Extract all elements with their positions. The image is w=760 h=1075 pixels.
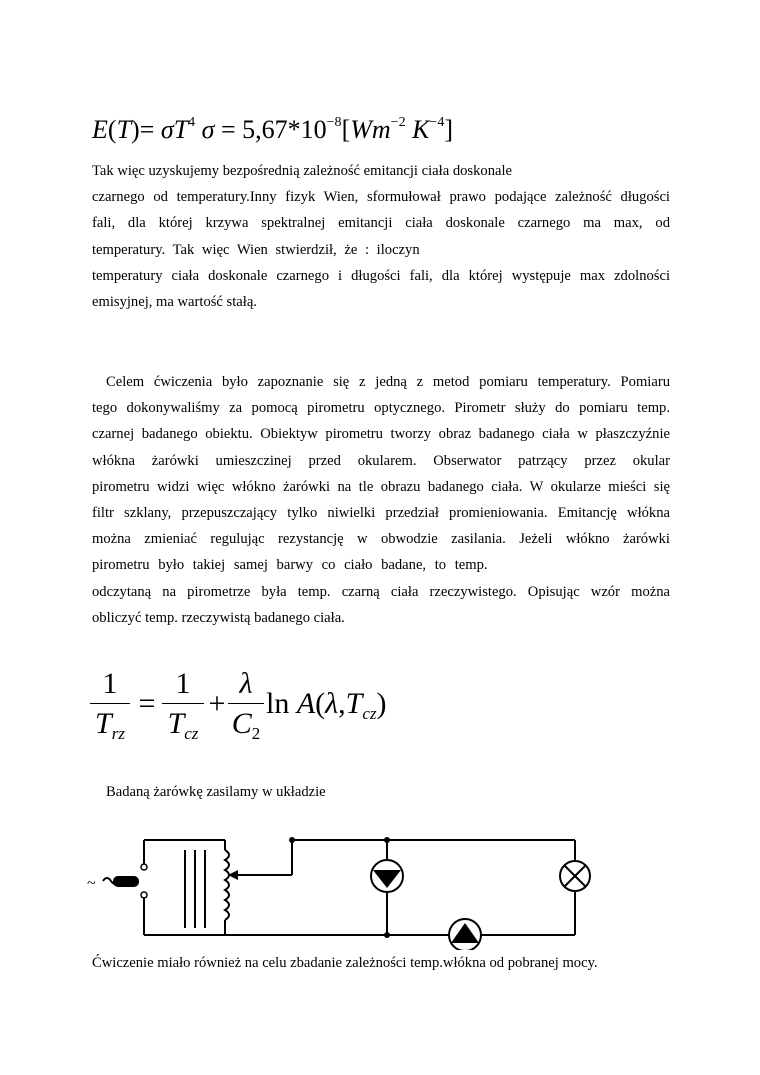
formula-subscript: rz [111,724,125,743]
text-line: włókna żarówki umieszczinej przed okularem. Obserwator patrzący przez okular [92,452,670,469]
formula-symbol: E [92,115,108,144]
formula-exponent: −4 [429,115,445,130]
fraction-1-over-Tcz [162,665,204,748]
formula-symbol: C [231,707,252,740]
formula-symbol: T [167,707,185,740]
text-line: odczytaną na pirometrze była temp. czarną ciała rzeczywistego. Opisując wzór można [92,583,670,600]
formula-value: 5,67*10 [242,115,327,144]
ln-expression [266,685,387,727]
numerator: 1 [102,667,118,700]
formula-subscript: cz [184,724,199,743]
junction-dot [384,837,390,843]
text-line: pirometru widzi więc włókno żarówki na tle obrazu badanego ciała. W okularze mieści się [92,478,670,495]
formula-subscript: 2 [251,724,261,743]
formula-symbol: T [95,707,112,740]
plug-icon [113,876,139,887]
formula-symbol: A [296,687,316,720]
text-line: można zmieniać regulując rezystancję w obwodzie zasilania. Jeżeli włókno żarówki [92,531,670,548]
plus-sign: + [208,687,226,720]
comma: , [338,687,346,720]
text-line: filtr szklany, przepuszczający tylko niwielki przedział promieniowania. Emitancję włókna [92,504,670,521]
equals-sign: = [138,687,156,720]
circuit-diagram [85,825,645,950]
formula-exponent: −2 [390,115,406,130]
formula-exponent: 4 [188,115,196,130]
text-line: czarnej badanego obiektu. Obiektyw pirometru tworzy obraz badanego ciała w płaszczyźnie [92,426,670,443]
formula-exponent: −8 [326,115,342,130]
formula-symbol: T [345,687,363,720]
denominator [90,703,130,748]
formula-symbol: T [173,115,189,144]
denominator [162,703,204,748]
text-line: Celem ćwiczenia było zapoznanie się z jedną z metod pomiaru temperatury. Pomiaru [106,374,670,390]
formula-symbol: T [116,115,132,144]
formula-subscript: cz [362,704,377,723]
text-line: temperatury ciała doskonale czarnego i długości fali, dla której występuje max zdolności [92,267,670,284]
terminal [141,892,147,898]
formula-symbol: λ [325,687,339,720]
ac-symbol: ~ [87,875,96,892]
formula-unit: Wm [350,115,391,144]
text-line: czarnego od temperatury.Inny fizyk Wien, sformułował prawo podające zależność długości [92,189,670,206]
text-line: pirometru było takiej samej barwy co ciało badane, to temp. [92,557,488,574]
formula-symbol: σ [201,115,215,144]
text-line: emisyjnej, ma wartość stałą. [92,293,257,310]
formula-unit: K [412,115,430,144]
fraction-1-over-Trz [90,665,130,748]
text-line: tego dokonywaliśmy za pomocą pirometru optycznego. Pirometr służy do pomiaru temp. [92,400,670,417]
junction-dot [384,932,390,938]
final-sentence: Ćwiczenie miało również na celu zbadanie zależności temp.włókna od pobranej mocy. [92,955,598,971]
junction-dot [289,837,295,843]
fraction-lambda-over-C2 [228,665,264,748]
text-line: Tak więc uzyskujemy bezpośrednią zależność emitancji ciała doskonale [92,163,512,179]
paragraph-wien [92,158,670,315]
formula-symbol: σ [160,115,174,144]
denominator [228,703,264,748]
paren-close: ) [376,687,387,720]
numerator: λ [239,667,253,700]
slider-arrow-icon [228,870,238,880]
stefan-boltzmann-formula: $E(T)= \sigma T^4$ $\sigma = 5,67*10^{-8}[Wm^{-2}$ $K^{-4}$] [92,115,453,144]
paren-open: ( [315,687,326,720]
transformer-coil [225,850,229,920]
paragraph-pyrometer [92,369,670,631]
numerator: 1 [175,667,191,700]
ln-operator: ln [266,687,290,720]
terminal [141,864,147,870]
temperature-formula [90,665,410,755]
circuit-caption: Badaną żarówkę zasilamy w układzie [106,784,326,800]
text-line: fali, dla której krzywa spektralnej emitancji ciała doskonale czarnego ma max, od [92,215,670,232]
text-line: obliczyć temp. rzeczywistą badanego ciała. [92,609,345,626]
text-line: temperatury. Tak więc Wien stwierdził, że : iloczyn [92,241,420,258]
